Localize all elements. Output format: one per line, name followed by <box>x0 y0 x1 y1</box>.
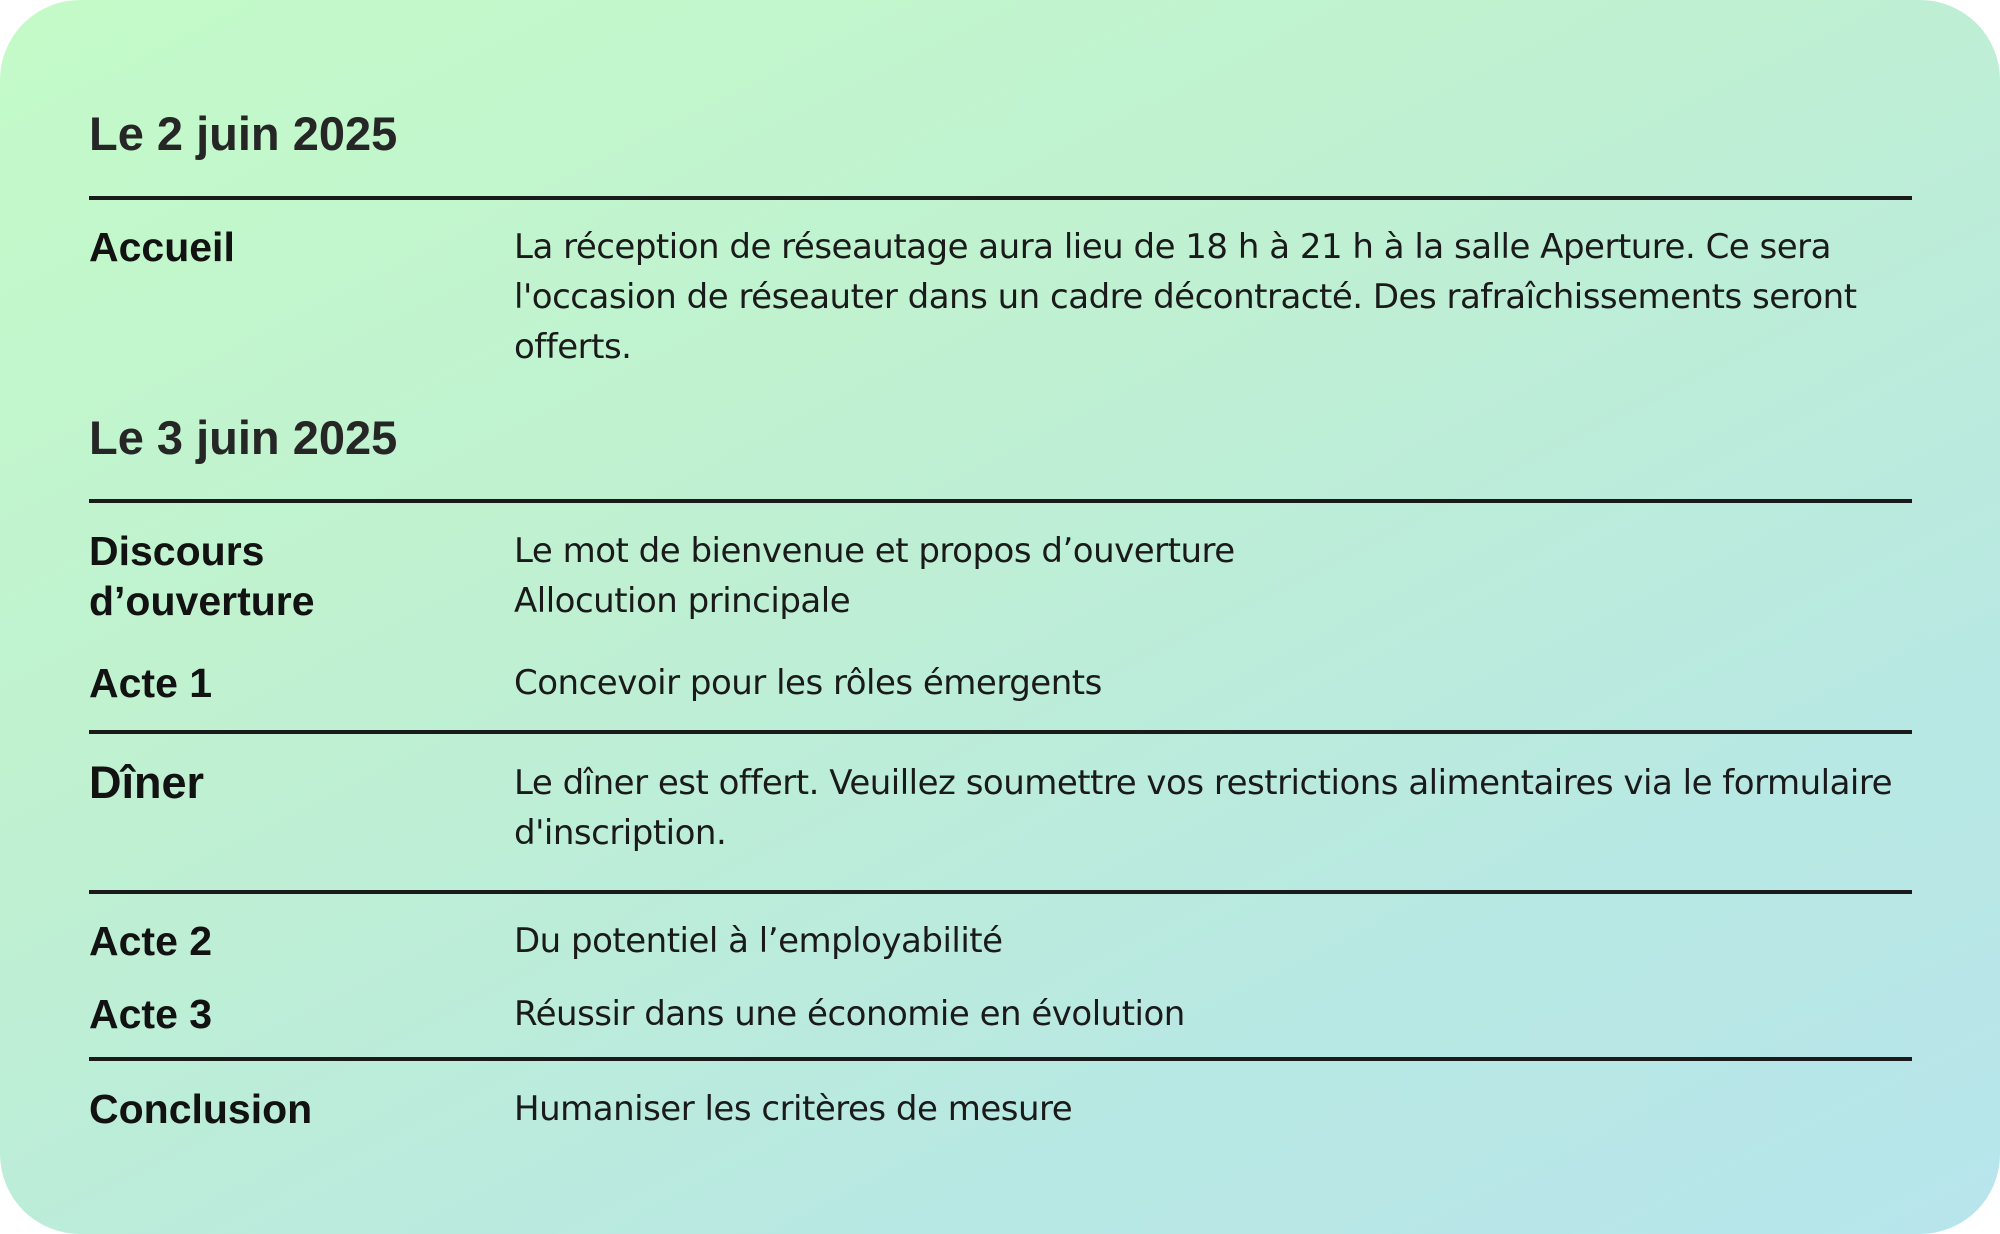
session-label-accueil: Accueil <box>89 224 235 270</box>
session-desc-conclusion: Humaniser les critères de mesure <box>514 1089 1073 1129</box>
opening-line-2: Allocution principale <box>514 581 851 621</box>
session-label-conclusion: Conclusion <box>89 1086 313 1132</box>
session-desc-dinner: Le dîner est offert. Veuillez soumettre vos restrictions alimentaires via le formulaire d'inscription. <box>514 763 1893 853</box>
date-heading-day1: Le 2 juin 2025 <box>89 107 398 160</box>
session-desc-opening <box>514 526 1906 626</box>
divider <box>89 730 1912 734</box>
session-desc-act1: Concevoir pour les rôles émergents <box>514 663 1102 703</box>
opening-line-1: Le mot de bienvenue et propos d’ouverture <box>514 531 1235 571</box>
divider <box>89 890 1912 894</box>
session-desc-act3: Réussir dans une économie en évolution <box>514 994 1185 1034</box>
divider <box>89 196 1912 200</box>
session-label-dinner: Dîner <box>89 757 205 808</box>
divider <box>89 1057 1912 1061</box>
session-label-act2: Acte 2 <box>89 918 213 964</box>
divider <box>89 499 1912 503</box>
session-desc-accueil: La réception de réseautage aura lieu de 18 h à 21 h à la salle Aperture. Ce sera l'occasion de réseauter dans un cadre décontracté. Des rafraîchissements seront offerts. <box>514 227 1857 367</box>
date-heading-day2: Le 3 juin 2025 <box>89 411 398 464</box>
session-label-act3: Acte 3 <box>89 991 213 1037</box>
session-desc-act2: Du potentiel à l’employabilité <box>514 921 1003 961</box>
session-label-act1: Acte 1 <box>89 660 213 706</box>
session-label-opening: Discours d’ouverture <box>89 528 315 624</box>
